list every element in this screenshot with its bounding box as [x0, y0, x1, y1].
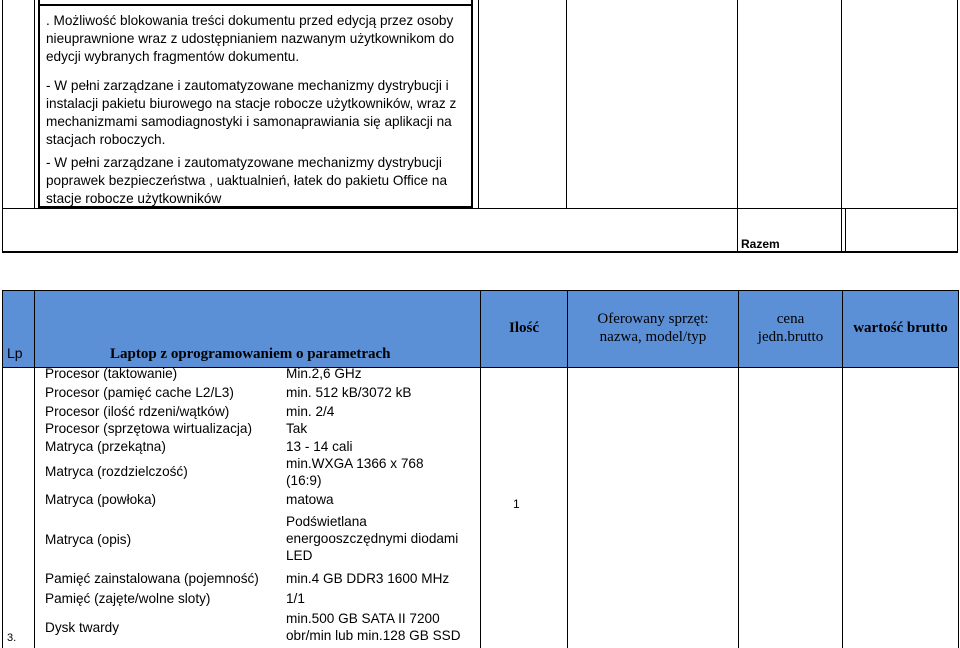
- spec-value: 1/1: [286, 591, 305, 606]
- spec-label: Procesor (taktowanie): [45, 366, 178, 381]
- spec-label: Procesor (sprzętowa wirtualizacja): [45, 421, 252, 436]
- spec-value: min. 512 kB/3072 kB: [286, 385, 412, 400]
- spec-value: Podświetlana energooszczędnymi diodami LED: [286, 514, 459, 563]
- header-wartosc: wartość brutto: [853, 320, 948, 336]
- paragraph-blokowanie: . Możliwość blokowania treści dokumentu przed edycją przez osoby nieuprawnione wraz z udostępnianiem nazwanym użytkownikom do edycji wybranych fragmentów dokumentu.: [46, 13, 455, 64]
- row-oferowany-border: [738, 290, 739, 648]
- header-title: Laptop z oprogramowaniem o parametrach: [110, 346, 391, 362]
- header-top-border: [2, 290, 959, 291]
- header-oferowany-line1: Oferowany sprzęt:: [597, 311, 709, 327]
- spec-label: Matryca (powłoka): [45, 492, 157, 507]
- header-oferowany-line2: nazwa, model/typ: [599, 329, 707, 345]
- paragraph-dystrybucja-poprawek: - W pełni zarządzane i zautomatyzowane mechanizmy dystrybucji poprawek bezpieczeństwa , uaktualnień, łatek do pakietu Office na stacje robocze użytkowników: [46, 155, 448, 206]
- top-col-border-3: [737, 0, 738, 252]
- spec-label: Procesor (pamięć cache L2/L3): [45, 385, 234, 400]
- paragraph-dystrybucja-instalacji: - W pełni zarządzane i zautomatyzowane mechanizmy dystrybucji i instalacji pakietu biurowego na stacje robocze użytkowników, wraz z mechanizmami samodiagnostyki i samonaprawiania się aplikacji na stacjach roboczych.: [46, 78, 457, 147]
- top-left-border: [2, 0, 3, 252]
- header-ilosc: Ilość: [509, 320, 539, 336]
- spec-value: Tak: [286, 421, 308, 436]
- top-col-border-4: [841, 0, 842, 252]
- razem-bottom-border: [2, 251, 958, 253]
- spec-label: Pamięć zainstalowana (pojemność): [45, 571, 259, 586]
- spec-label: Matryca (opis): [45, 532, 132, 547]
- spec-value: min.WXGA 1366 x 768 (16:9): [286, 456, 424, 488]
- top-row-bottom-border: [2, 208, 958, 209]
- row-quantity: 1: [513, 497, 520, 511]
- row-number: 3.: [7, 632, 17, 644]
- spec-label: Matryca (przekątna): [45, 439, 166, 454]
- top-lp-border: [34, 0, 35, 208]
- header-lp: Lp: [7, 345, 23, 361]
- spec-value: min.4 GB DDR3 1600 MHz: [286, 571, 450, 586]
- spec-value: matowa: [286, 492, 334, 507]
- top-desc-left-border: [38, 0, 40, 208]
- spec-label: Pamięć (zajęte/wolne sloty): [45, 591, 211, 606]
- row-cena-border: [842, 290, 843, 648]
- row-ilosc-border: [567, 290, 568, 648]
- header-cena-line1: cena: [776, 311, 805, 327]
- razem-label: Razem: [741, 237, 780, 251]
- header-cena-line2: jedn.brutto: [757, 329, 824, 345]
- top-right-border: [957, 0, 958, 252]
- top-col-border-5: [845, 208, 846, 252]
- top-col-border-1: [478, 0, 479, 208]
- row-desc-border: [480, 290, 481, 648]
- top-col-border-2: [566, 0, 567, 208]
- row-lp-border: [34, 290, 35, 648]
- spec-value: min. 2/4: [286, 404, 335, 419]
- spec-label: Matryca (rozdzielczość): [45, 464, 188, 479]
- row-right-border: [958, 290, 959, 648]
- row-left-border: [2, 290, 3, 648]
- spec-value: 13 - 14 cali: [286, 439, 353, 454]
- spec-label: Dysk twardy: [45, 620, 120, 635]
- spec-label: Procesor (ilość rdzeni/wątków): [45, 404, 230, 419]
- top-desc-top-border: [38, 4, 473, 6]
- spec-value: min.500 GB SATA II 7200 obr/min lub min.128 GB SSD: [286, 611, 461, 643]
- spec-value: Min.2,6 GHz: [286, 366, 362, 381]
